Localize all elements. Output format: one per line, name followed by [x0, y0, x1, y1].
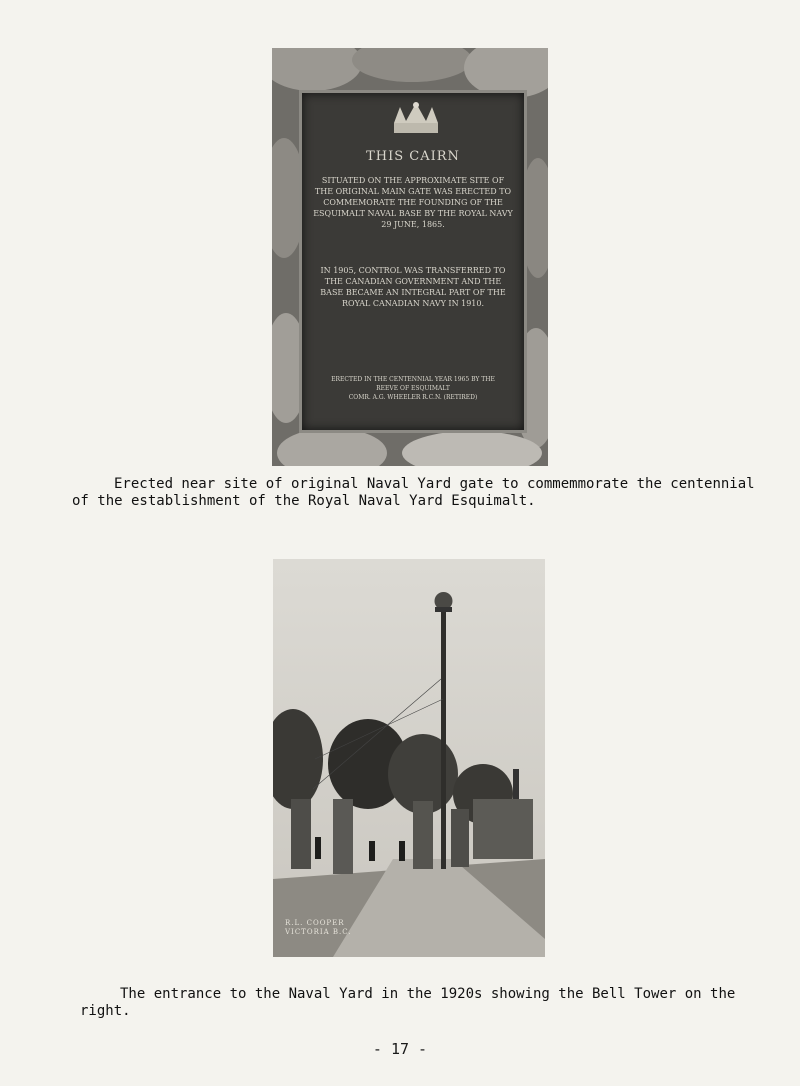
plaque-footer-line: REEVE OF ESQUIMALT: [376, 385, 450, 392]
caption-bottom: [80, 986, 750, 1020]
plaque-footer-line: COMR. A.G. WHEELER R.C.N. (RETIRED): [348, 394, 478, 401]
plaque-body-first: SITUATED ON THE APPROXIMATE SITE OF THE ORIGINAL MAIN GATE WAS ERECTED TO COMMEMORATE THE FOUNDING OF THE ESQUIMALT NAVAL BASE BY THE ROYAL NAVY 29 JUNE, 1865.: [313, 176, 513, 229]
plaque-photo: [272, 48, 548, 466]
bronze-plaque: [299, 90, 527, 433]
plaque-title: THIS CAIRN: [366, 149, 460, 164]
photo-credit-line: R.L. COOPER: [285, 919, 345, 927]
gate-photo: [273, 559, 545, 957]
photo-credit: [285, 919, 352, 937]
photo-credit-line: VICTORIA B.C.: [285, 928, 352, 936]
caption-bottom-line: The entrance to the Naval Yard in the 1920s showing the Bell Tower on the: [120, 986, 736, 1002]
gate-scene: [273, 559, 545, 957]
plaque-footer-line: ERECTED IN THE CENTENNIAL YEAR 1965 BY THE: [331, 376, 495, 383]
caption-bottom-line: right.: [80, 1003, 131, 1019]
plaque-body-second: IN 1905, CONTROL WAS TRANSFERRED TO THE CANADIAN GOVERNMENT AND THE BASE BECAME AN INTEGRAL PART OF THE ROYAL CANADIAN NAVY IN 1910.: [320, 266, 506, 308]
page-number: - 17 -: [372, 1040, 428, 1058]
caption-top: [72, 476, 792, 510]
naval-crown-icon: [388, 101, 444, 137]
plaque-footer: [312, 375, 514, 402]
caption-top-line: of the establishment of the Royal Naval Yard Esquimalt.: [72, 493, 536, 509]
caption-top-line: Erected near site of original Naval Yard gate to commemmorate the centennial: [114, 476, 755, 492]
